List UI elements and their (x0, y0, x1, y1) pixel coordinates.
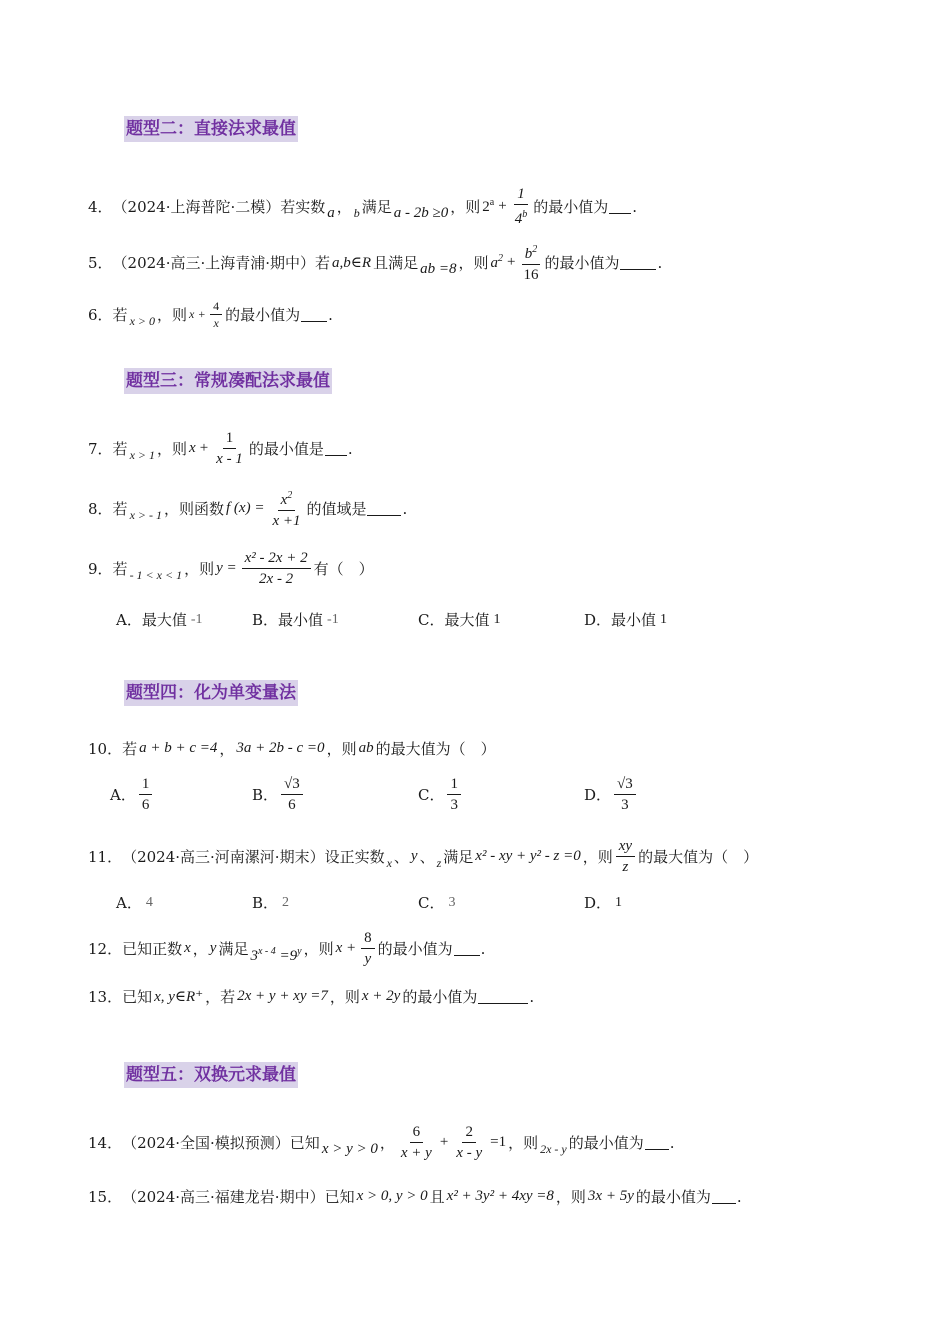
q14-fraction-2 (453, 1122, 485, 1163)
q9-frac-num: x² - 2x + 2 (242, 548, 311, 569)
q5-source: （2024·高三·上海青浦·期中）若 (112, 254, 331, 272)
q9-fraction (242, 548, 311, 589)
q6-end: . (328, 305, 333, 324)
q12-text3: 的最小值为 (377, 940, 453, 958)
q8-fraction (269, 486, 303, 531)
q11-frac-num: xy (616, 836, 635, 857)
q14-answer-blank[interactable] (645, 1135, 669, 1150)
q9-text0: 若 (112, 560, 128, 578)
q10-text0: 若 (122, 740, 138, 758)
q12-fraction (361, 928, 375, 969)
q10-sep: ， (219, 740, 235, 758)
question-4 (88, 184, 637, 229)
q13-answer-blank[interactable] (478, 989, 528, 1004)
question-12 (88, 928, 485, 969)
q11-option-b[interactable]: B． 2 (252, 894, 290, 912)
q11-var-y: y (410, 848, 418, 864)
q5-end: . (657, 253, 663, 272)
q11-number: 11． (88, 848, 123, 866)
q6-plus: + (198, 307, 206, 321)
section-heading-2: 题型二：直接法求最值 (124, 116, 298, 142)
q15-end: . (736, 1187, 742, 1206)
q6-frac-den: x (213, 316, 219, 330)
question-5 (88, 240, 662, 285)
q8-function: f (x) = (226, 500, 265, 516)
q13-text2: ，则 (329, 988, 360, 1006)
q9-option-a[interactable]: A．最大值 -1 (116, 611, 203, 629)
q13-text0: 已知 (122, 988, 153, 1006)
q4-var-b: b (353, 206, 360, 220)
q12-var-y: y (209, 940, 217, 956)
q14-frac2-den: x - y (456, 1145, 483, 1161)
q14-expr: 2x - y (540, 1142, 567, 1156)
q14-sep: ， (379, 1134, 395, 1152)
q14-frac2-num: 2 (462, 1122, 476, 1143)
q15-answer-blank[interactable] (712, 1189, 736, 1204)
q5-number: 5． (88, 254, 113, 272)
q14-frac1-num: 6 (410, 1122, 424, 1143)
q4-text3: 的最小值为 (533, 198, 609, 216)
q11-var-z: z (436, 856, 442, 870)
q8-text1: ，则函数 (163, 500, 224, 518)
q4-fraction (512, 184, 531, 229)
q13-condition: 2x + y + xy =7 (237, 988, 328, 1004)
q5-frac-den: 16 (523, 267, 539, 283)
q4-text2: ，则 (450, 198, 481, 216)
q11-option-a[interactable]: A． 4 (116, 894, 153, 912)
q11-option-c[interactable]: C． 3 (418, 894, 456, 912)
q13-number: 13． (88, 988, 123, 1006)
q8-condition: x > - 1 (129, 508, 162, 522)
q11-fraction (616, 836, 635, 877)
q5-text3: 的最小值为 (544, 254, 620, 272)
q12-condition: $3^{x - 4} =9^y$ (250, 946, 302, 964)
q11-option-d[interactable]: D． 1 (584, 894, 623, 912)
q13-set: x, y∈R⁺ (154, 989, 204, 1005)
q5-frac-num: $b^2$ (522, 240, 541, 265)
q11-frac-den: z (622, 859, 629, 875)
q12-var-x: x (184, 940, 191, 956)
q4-frac-den: 4$^b$ (514, 209, 528, 227)
q6-frac-num: 4 (210, 298, 222, 315)
q5-fraction (520, 240, 541, 285)
q6-answer-blank[interactable] (301, 307, 327, 322)
q4-expr: 2$^a$ (482, 197, 495, 215)
q5-set: a,b∈R (332, 255, 372, 271)
q12-text2: ，则 (303, 940, 334, 958)
q6-fraction (210, 298, 222, 331)
q13-expr: x + 2y (361, 988, 401, 1004)
q6-text2: 的最小值为 (225, 306, 301, 324)
q8-end: . (402, 499, 408, 518)
q10-option-b[interactable]: B． $\frac{√3}{6}$ (252, 774, 306, 815)
q4-source: （2024·上海普陀·二模）若实数 (112, 198, 326, 216)
q9-text2: 有（ ） (313, 560, 374, 578)
question-14 (88, 1122, 675, 1163)
q11-text2: ，则 (582, 848, 613, 866)
q10-option-a[interactable]: A． $\frac{1}{6}$ (110, 774, 155, 815)
q4-plus: + (498, 198, 507, 214)
q5-text2: ，则 (458, 254, 489, 272)
question-10 (88, 738, 496, 759)
section-heading-4: 题型四：化为单变量法 (124, 680, 298, 706)
q13-end: . (529, 987, 535, 1006)
q4-condition: a - 2b ≥0 (393, 205, 449, 221)
q12-number: 12． (88, 940, 123, 958)
q4-answer-blank[interactable] (609, 199, 631, 214)
q7-text1: ，则 (157, 440, 188, 458)
q12-text1: 满足 (218, 940, 249, 958)
q6-text1: ，则 (157, 306, 188, 324)
q6-condition: x > 0 (129, 314, 155, 328)
q9-number: 9． (88, 560, 113, 578)
question-11 (88, 836, 758, 877)
q8-text0: 若 (112, 500, 128, 518)
q7-number: 7． (88, 440, 113, 458)
q4-var-a: a (327, 205, 335, 221)
q7-frac-num: 1 (223, 428, 237, 449)
q7-text2: 的最小值是 (248, 440, 324, 458)
q9-frac-den: 2x - 2 (259, 571, 294, 587)
q6-text0: 若 (112, 306, 128, 324)
q14-end: . (669, 1133, 675, 1152)
question-7 (88, 428, 353, 469)
q11-condition: x² - xy + y² - z =0 (475, 848, 581, 864)
question-8 (88, 486, 407, 531)
q6-var-x: x (189, 307, 195, 321)
q14-plus: + (439, 1134, 449, 1150)
q8-number: 8． (88, 500, 113, 518)
q4-number: 4． (88, 198, 113, 216)
q15-expr: 3x + 5y (587, 1188, 634, 1204)
q14-text1: ，则 (508, 1134, 539, 1152)
q13-text3: 的最小值为 (402, 988, 478, 1006)
q10-condition-2: 3a + 2b - c =0 (236, 740, 325, 756)
q14-equals: =1 (490, 1134, 507, 1150)
q12-frac-den: y (364, 951, 372, 967)
q5-expr: $a^2$ (490, 253, 503, 271)
q15-text2: ，则 (555, 1188, 586, 1206)
q10-condition-1: a + b + c =4 (139, 740, 218, 756)
q7-condition: x > 1 (129, 448, 155, 462)
q5-condition: ab =8 (420, 261, 457, 277)
q14-number: 14． (88, 1134, 123, 1152)
q9-option-d[interactable]: D．最小值 1 (584, 611, 668, 629)
q7-var-x: x (189, 440, 196, 456)
q5-answer-blank[interactable] (620, 255, 656, 270)
q14-text2: 的最小值为 (568, 1134, 644, 1152)
q11-text1: 满足 (443, 848, 474, 866)
q7-frac-den: x - 1 (216, 451, 243, 467)
q15-number: 15． (88, 1188, 123, 1206)
q8-answer-blank[interactable] (367, 501, 401, 516)
q10-option-c[interactable]: C． $\frac{1}{3}$ (418, 774, 464, 815)
q15-text1: 且 (429, 1188, 445, 1206)
q9-option-b[interactable]: B．最小值 -1 (252, 611, 339, 629)
q12-text0: 已知正数 (122, 940, 183, 958)
q7-fraction (213, 428, 246, 469)
q4-end: . (632, 197, 638, 216)
q15-condition: x > 0, y > 0 (356, 1188, 428, 1204)
q14-frac1-den: x + y (400, 1145, 432, 1161)
q7-plus: + (199, 440, 209, 456)
q8-frac-num: $x^2$ (278, 486, 296, 511)
q9-option-c[interactable]: C．最大值 1 (418, 611, 501, 629)
q10-expr: ab (358, 740, 374, 756)
q10-option-d[interactable]: D． $\frac{√3}{3}$ (584, 774, 639, 815)
q5-text1: 且满足 (373, 254, 419, 272)
question-15 (88, 1186, 742, 1207)
q12-sep: ， (192, 940, 208, 958)
q14-condition: x > y > 0 (321, 1141, 378, 1157)
q12-answer-blank[interactable] (454, 941, 480, 956)
q15-text3: 的最小值为 (635, 1188, 711, 1206)
q12-expr: x + (335, 940, 357, 956)
q7-end: . (347, 439, 353, 458)
q12-end: . (480, 939, 486, 958)
q11-sep2: 、 (419, 848, 435, 866)
q11-var-x: x (386, 856, 392, 870)
q9-condition: - 1 < x < 1 (129, 568, 183, 582)
q9-text1: ，则 (184, 560, 215, 578)
question-9 (88, 548, 374, 589)
q15-source: （2024·高三·福建龙岩·期中）已知 (122, 1188, 355, 1206)
q8-frac-den: x +1 (272, 513, 301, 529)
q11-source: （2024·高三·河南漯河·期末）设正实数 (122, 848, 385, 866)
question-6 (88, 298, 333, 331)
q10-text1: ，则 (326, 740, 357, 758)
q15-equation: x² + 3y² + 4xy =8 (446, 1188, 554, 1204)
q11-sep1: 、 (393, 848, 409, 866)
question-13 (88, 986, 534, 1007)
q4-sep: ， (336, 198, 352, 216)
q7-answer-blank[interactable] (325, 441, 347, 456)
q13-text1: ，若 (205, 988, 236, 1006)
q6-number: 6． (88, 306, 113, 324)
q8-text2: 的值域是 (306, 500, 367, 518)
q12-frac-num: 8 (361, 928, 375, 949)
q5-plus: + (506, 254, 516, 270)
section-heading-5: 题型五：双换元求最值 (124, 1062, 298, 1088)
q11-text3: 的最大值为（ ） (638, 848, 759, 866)
q10-number: 10． (88, 740, 123, 758)
q7-text0: 若 (112, 440, 128, 458)
q14-fraction-1 (398, 1122, 435, 1163)
q14-source: （2024·全国·模拟预测）已知 (122, 1134, 320, 1152)
q9-var-y: y = (216, 560, 237, 576)
q4-frac-num: 1 (514, 184, 528, 205)
section-heading-3: 题型三：常规凑配法求最值 (124, 368, 332, 394)
q4-text1: 满足 (361, 198, 392, 216)
q10-text2: 的最大值为（ ） (375, 740, 496, 758)
